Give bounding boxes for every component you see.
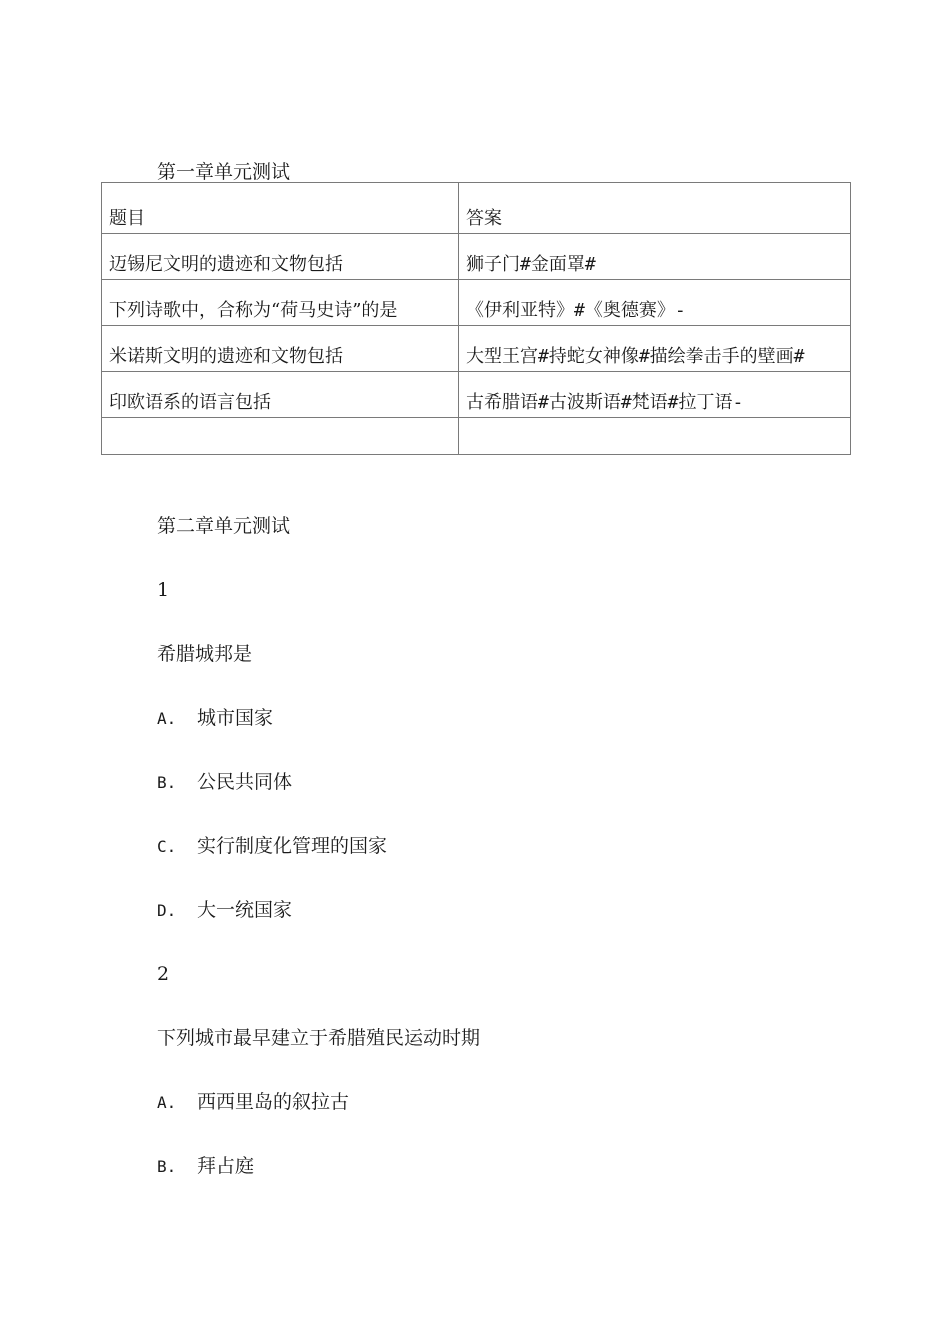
table-header-row [102,183,851,234]
header-question: 题目 [102,183,459,234]
option-item [157,834,890,858]
option-text: 城市国家 [197,707,274,729]
table-row [102,326,851,372]
option-text: 实行制度化管理的国家 [197,835,388,857]
empty-cell [459,418,851,455]
option-item [157,1090,890,1114]
row-answer: 古希腊语#古波斯语#梵语#拉丁语- [459,372,851,418]
question-text: 下列城市最早建立于希腊殖民运动时期 [157,1027,481,1049]
table-row [102,372,851,418]
option-letter: A. [157,1093,177,1112]
table-row [102,280,851,326]
chapter1-answer-table [101,182,851,455]
option-text: 公民共同体 [197,771,293,793]
chapter1-title: 第一章单元测试 [157,161,291,183]
table-row [102,234,851,280]
row-answer: 狮子门#金面罩# [459,234,851,280]
table-empty-row [102,418,851,455]
header-answer: 答案 [459,183,851,234]
chapter2-title: 第二章单元测试 [157,515,291,537]
question-text: 希腊城邦是 [157,643,253,665]
option-letter: D. [157,901,177,920]
chapter2-section [157,514,890,1218]
option-letter: B. [157,773,177,792]
empty-cell [102,418,459,455]
question-number: 2 [157,963,170,985]
option-item [157,898,890,922]
row-answer: 大型王宫#持蛇女神像#描绘拳击手的壁画# [459,326,851,372]
option-letter: A. [157,709,177,728]
option-item [157,1154,890,1178]
option-text: 拜占庭 [197,1155,255,1177]
row-question: 下列诗歌中，合称为“荷马史诗”的是 [102,280,459,326]
row-question: 迈锡尼文明的遗迹和文物包括 [102,234,459,280]
row-question: 印欧语系的语言包括 [102,372,459,418]
option-item [157,770,890,794]
option-text: 西西里岛的叙拉古 [197,1091,350,1113]
option-letter: B. [157,1157,177,1176]
row-answer: 《伊利亚特》#《奥德赛》- [459,280,851,326]
option-letter: C. [157,837,177,856]
row-question: 米诺斯文明的遗迹和文物包括 [102,326,459,372]
question-number: 1 [157,579,170,601]
option-text: 大一统国家 [197,899,293,921]
option-item [157,706,890,730]
